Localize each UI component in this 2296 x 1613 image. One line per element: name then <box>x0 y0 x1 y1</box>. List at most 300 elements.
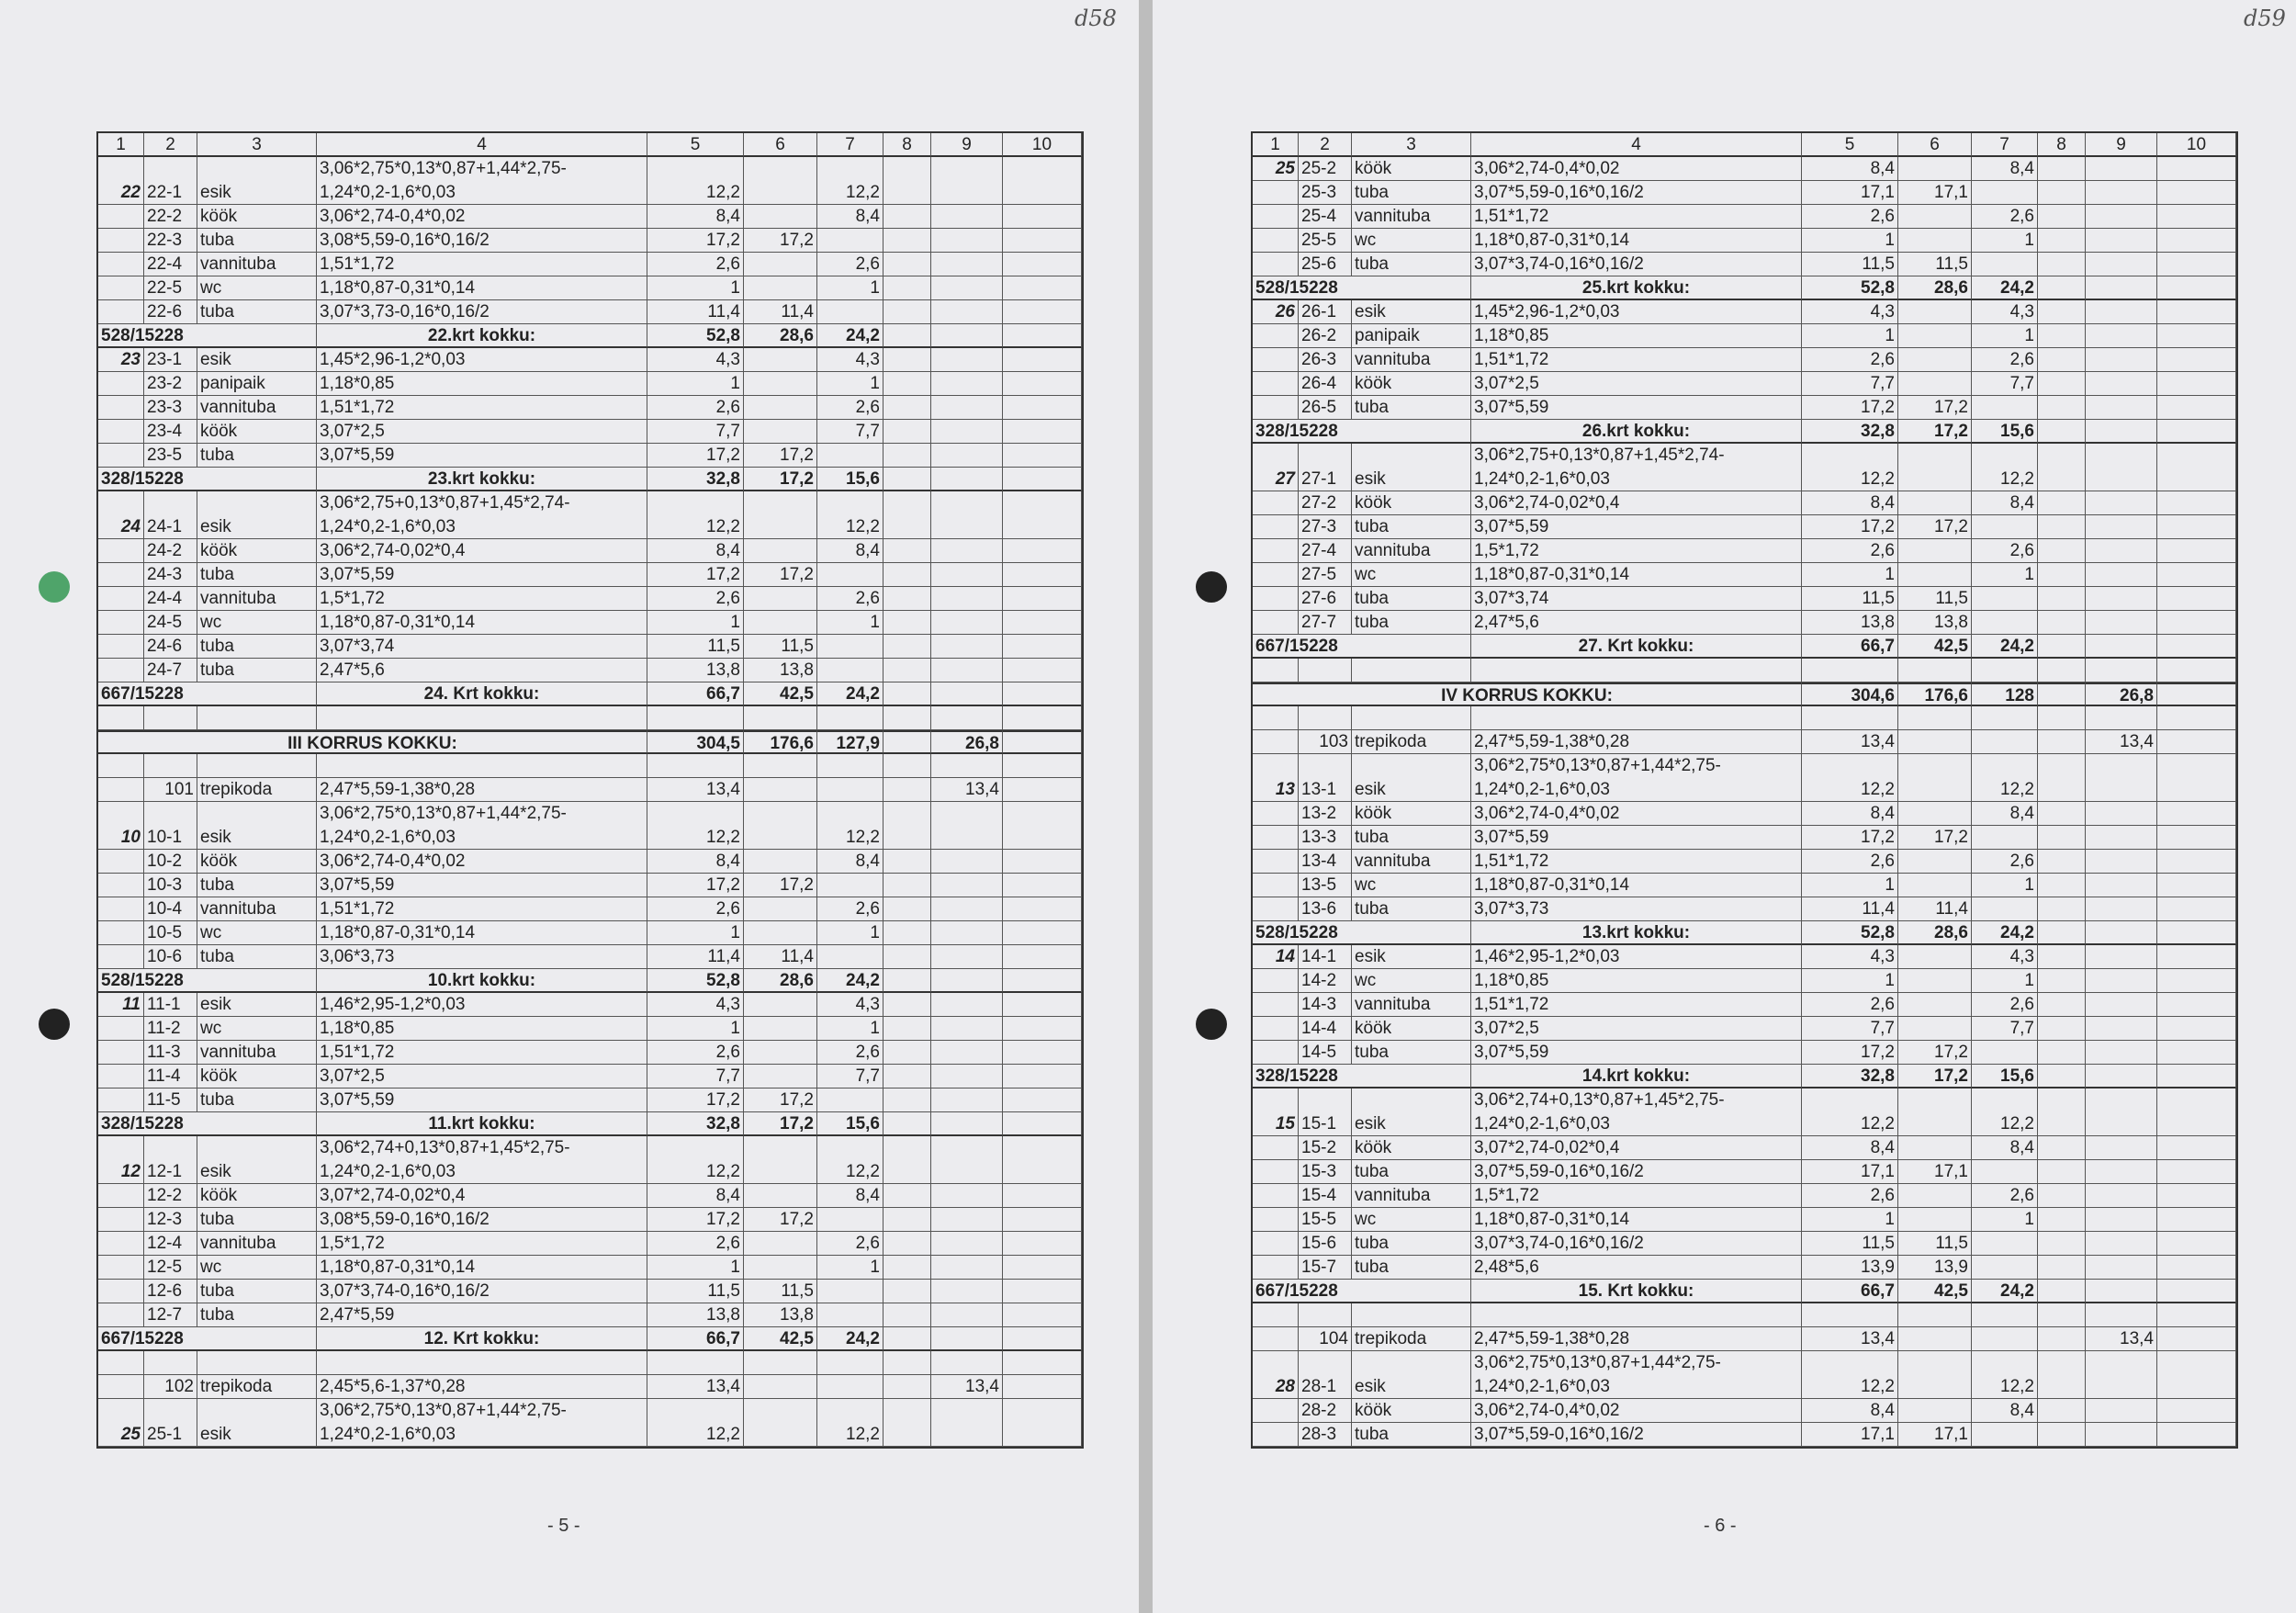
empty-cell <box>2038 993 2086 1017</box>
apartment-number <box>1253 993 1299 1017</box>
apartment-subtotal-row <box>98 682 1082 706</box>
area-formula-cell <box>1471 1232 1802 1256</box>
living-area-cell <box>744 276 817 300</box>
living-area-cell: 17,2 <box>1898 1041 1972 1065</box>
empty-cell <box>1898 1327 1972 1351</box>
total-area-cell: 4,3 <box>1802 300 1898 324</box>
formula-line: 1,51*1,72 <box>320 254 395 274</box>
area-formula-cell <box>317 945 647 969</box>
common-area-cell <box>931 969 1003 993</box>
subtotal-label: 24. Krt kokku: <box>317 682 647 706</box>
subtotal-label: 11.krt kokku: <box>317 1112 647 1136</box>
empty-cell <box>1003 682 1082 706</box>
apartment-number <box>98 1280 144 1303</box>
room-id-cell: 23-5 <box>144 444 197 468</box>
empty-cell <box>1003 205 1082 229</box>
room-id-cell: 22-2 <box>144 205 197 229</box>
living-area-cell: 17,2 <box>744 1088 817 1112</box>
room-row <box>98 1184 1082 1208</box>
common-area-cell <box>931 1208 1003 1232</box>
auxiliary-area-cell: 12,2 <box>1972 444 2038 491</box>
total-area-cell: 1 <box>647 276 744 300</box>
empty-cell <box>884 1184 931 1208</box>
auxiliary-area-cell <box>1972 1256 2038 1280</box>
auxiliary-area-cell <box>1972 515 2038 539</box>
area-formula-cell <box>1471 897 1802 921</box>
room-row <box>98 659 1082 682</box>
room-id-cell: 10-2 <box>144 850 197 874</box>
auxiliary-area-cell <box>1972 1232 2038 1256</box>
area-formula-cell <box>1471 850 1802 874</box>
room-name-cell: vannituba <box>197 396 317 420</box>
common-area-cell <box>931 850 1003 874</box>
empty-cell <box>744 706 817 730</box>
living-area-cell: 176,6 <box>744 730 817 754</box>
living-area-cell <box>1898 993 1972 1017</box>
apartment-number: 25 <box>1253 157 1299 181</box>
empty-cell <box>884 1351 931 1375</box>
formula-line: 1,5*1,72 <box>1474 541 1539 560</box>
column-header: 9 <box>2086 133 2157 157</box>
area-formula-cell <box>1471 611 1802 635</box>
formula-line: 3,07*2,74-0,02*0,4 <box>320 1186 466 1205</box>
formula-line: 3,08*5,59-0,16*0,16/2 <box>320 231 490 250</box>
living-area-cell <box>744 348 817 372</box>
empty-cell <box>1003 754 1082 778</box>
auxiliary-area-cell: 8,4 <box>1972 157 2038 181</box>
total-area-cell: 1 <box>1802 324 1898 348</box>
common-area-cell: 13,4 <box>2086 730 2157 754</box>
room-id-cell: 13-5 <box>1299 874 1352 897</box>
room-id-cell: 23-3 <box>144 396 197 420</box>
room-name-cell: tuba <box>1352 897 1471 921</box>
room-id-cell: 14-4 <box>1299 1017 1352 1041</box>
living-area-cell: 13,8 <box>744 1303 817 1327</box>
apartment-number <box>1253 1136 1299 1160</box>
auxiliary-area-cell: 2,6 <box>817 396 884 420</box>
column-header: 10 <box>2157 133 2236 157</box>
total-area-cell: 52,8 <box>1802 921 1898 945</box>
total-area-cell: 13,4 <box>1802 730 1898 754</box>
common-area-cell <box>2086 515 2157 539</box>
empty-cell <box>1898 730 1972 754</box>
apartment-number <box>1253 1232 1299 1256</box>
total-area-cell: 2,6 <box>1802 539 1898 563</box>
living-area-cell: 17,2 <box>744 874 817 897</box>
formula-line: 1,18*0,85 <box>320 1019 395 1038</box>
area-formula-cell <box>317 276 647 300</box>
living-area-cell <box>744 1184 817 1208</box>
room-name-cell: trepikoda <box>1352 730 1471 754</box>
apartment-number <box>98 945 144 969</box>
empty-cell <box>2157 372 2236 396</box>
apartment-number: 27 <box>1253 444 1299 491</box>
auxiliary-area-cell <box>817 563 884 587</box>
living-area-cell: 17,2 <box>744 444 817 468</box>
empty-cell <box>884 1280 931 1303</box>
formula-line: 1,46*2,95-1,2*0,03 <box>320 995 466 1014</box>
living-area-cell <box>744 253 817 276</box>
formula-line: 3,06*2,75*0,13*0,87+1,44*2,75- <box>320 1401 567 1420</box>
living-area-cell <box>1898 1208 1972 1232</box>
empty-cell <box>884 1256 931 1280</box>
empty-cell <box>2157 229 2236 253</box>
common-area-cell <box>931 539 1003 563</box>
room-id-cell: 12-2 <box>144 1184 197 1208</box>
empty-cell <box>2038 1184 2086 1208</box>
empty-cell <box>2157 1256 2236 1280</box>
empty-cell <box>817 1375 884 1399</box>
apartment-subtotal-row <box>1253 276 2236 300</box>
total-area-cell: 11,4 <box>1802 897 1898 921</box>
area-formula-cell <box>317 1303 647 1327</box>
formula-line: 1,51*1,72 <box>1474 852 1549 871</box>
total-area-cell: 7,7 <box>647 1065 744 1088</box>
room-name-cell: vannituba <box>197 1232 317 1256</box>
room-name-cell: tuba <box>1352 611 1471 635</box>
auxiliary-area-cell <box>817 874 884 897</box>
room-row <box>1253 1256 2236 1280</box>
formula-line: 1,18*0,87-0,31*0,14 <box>320 1258 476 1277</box>
apartment-subtotal-row <box>98 1112 1082 1136</box>
apartment-number: 28 <box>1253 1351 1299 1399</box>
empty-cell <box>1003 1256 1082 1280</box>
empty-cell <box>2157 993 2236 1017</box>
room-name-cell: tuba <box>1352 396 1471 420</box>
apartment-number <box>98 539 144 563</box>
living-area-cell: 17,2 <box>1898 826 1972 850</box>
common-area-cell <box>931 229 1003 253</box>
room-id-cell: 23-1 <box>144 348 197 372</box>
empty-cell <box>1003 444 1082 468</box>
formula-line: 1,46*2,95-1,2*0,03 <box>1474 947 1620 966</box>
living-area-cell: 17,1 <box>1898 1160 1972 1184</box>
apartment-subtotal-row <box>98 1327 1082 1351</box>
living-area-cell: 11,4 <box>1898 897 1972 921</box>
area-formula-cell <box>1471 754 1802 802</box>
column-header: 5 <box>1802 133 1898 157</box>
common-area-cell <box>2086 372 2157 396</box>
room-row <box>1253 874 2236 897</box>
empty-cell <box>884 205 931 229</box>
room-id-cell: 15-7 <box>1299 1256 1352 1280</box>
empty-cell <box>1352 1303 1471 1327</box>
auxiliary-area-cell: 1 <box>1972 1208 2038 1232</box>
empty-cell <box>884 1041 931 1065</box>
empty-cell <box>2038 396 2086 420</box>
folio-number: d58 <box>1075 6 1117 31</box>
room-id-cell: 25-6 <box>1299 253 1352 276</box>
room-id-cell: 27-3 <box>1299 515 1352 539</box>
auxiliary-area-cell: 1 <box>817 276 884 300</box>
total-area-cell: 11,4 <box>647 300 744 324</box>
empty-cell <box>1003 324 1082 348</box>
total-area-cell: 66,7 <box>1802 635 1898 659</box>
common-area-cell <box>2086 229 2157 253</box>
empty-cell <box>1802 1303 1898 1327</box>
common-area-cell <box>2086 157 2157 181</box>
empty-cell <box>2157 1017 2236 1041</box>
room-name-cell: wc <box>1352 1208 1471 1232</box>
room-row <box>1253 993 2236 1017</box>
area-formula-cell <box>1471 1423 1802 1447</box>
auxiliary-area-cell: 2,6 <box>817 253 884 276</box>
common-area-cell: 13,4 <box>2086 1327 2157 1351</box>
formula-line: 1,45*2,96-1,2*0,03 <box>1474 302 1620 321</box>
common-area-cell: 13,4 <box>931 778 1003 802</box>
floor-total-row <box>1253 682 2236 706</box>
empty-cell <box>2157 945 2236 969</box>
total-area-cell: 17,2 <box>647 1088 744 1112</box>
common-area-cell <box>2086 850 2157 874</box>
room-name-cell: vannituba <box>1352 850 1471 874</box>
room-name-cell: wc <box>197 1017 317 1041</box>
auxiliary-area-cell: 2,6 <box>1972 993 2038 1017</box>
total-area-cell: 17,1 <box>1802 1423 1898 1447</box>
room-row <box>1253 444 2236 491</box>
auxiliary-area-cell: 2,6 <box>817 587 884 611</box>
common-area-cell <box>931 921 1003 945</box>
living-area-cell <box>744 611 817 635</box>
room-row <box>98 993 1082 1017</box>
empty-cell <box>2038 1303 2086 1327</box>
empty-cell <box>2157 1351 2236 1399</box>
apartment-number <box>98 1208 144 1232</box>
area-formula-cell <box>317 348 647 372</box>
room-row <box>98 253 1082 276</box>
apartment-number <box>1253 539 1299 563</box>
empty-cell <box>1898 1303 1972 1327</box>
empty-cell <box>1003 420 1082 444</box>
apartment-number: 25 <box>98 1399 144 1447</box>
empty-cell <box>1003 1065 1082 1088</box>
living-area-cell <box>1898 372 1972 396</box>
column-header: 7 <box>817 133 884 157</box>
empty-cell <box>884 874 931 897</box>
room-name-cell: vannituba <box>197 253 317 276</box>
empty-cell <box>1253 706 1299 730</box>
common-area-cell <box>931 659 1003 682</box>
room-row <box>98 539 1082 563</box>
empty-cell <box>197 754 317 778</box>
spacer-row <box>98 1351 1082 1375</box>
apartment-number <box>1253 1017 1299 1041</box>
apartment-number <box>98 1232 144 1256</box>
room-name-cell: tuba <box>197 945 317 969</box>
area-formula-cell <box>317 563 647 587</box>
total-area-cell: 2,6 <box>647 253 744 276</box>
area-formula-cell <box>317 420 647 444</box>
room-id-cell: 10-3 <box>144 874 197 897</box>
area-formula-cell <box>317 635 647 659</box>
empty-cell <box>144 1351 197 1375</box>
total-area-cell: 304,5 <box>647 730 744 754</box>
auxiliary-area-cell: 1 <box>1972 874 2038 897</box>
room-id-cell: 14-3 <box>1299 993 1352 1017</box>
empty-cell <box>2038 563 2086 587</box>
room-row <box>1253 396 2236 420</box>
total-area-cell: 17,2 <box>647 229 744 253</box>
empty-cell <box>2038 1017 2086 1041</box>
empty-cell <box>884 682 931 706</box>
formula-line: 3,07*3,74-0,16*0,16/2 <box>320 1281 490 1301</box>
total-area-cell: 2,6 <box>647 897 744 921</box>
area-formula-cell <box>1471 1136 1802 1160</box>
formula-line: 3,06*2,74-0,4*0,02 <box>1474 804 1620 823</box>
empty-cell <box>884 420 931 444</box>
room-id-cell: 12-4 <box>144 1232 197 1256</box>
living-area-cell: 11,5 <box>1898 587 1972 611</box>
empty-cell <box>1898 659 1972 682</box>
living-area-cell: 17,2 <box>744 1112 817 1136</box>
formula-line: 3,06*2,74-0,02*0,4 <box>1474 493 1620 513</box>
room-row <box>1253 1351 2236 1399</box>
area-formula-cell <box>1471 324 1802 348</box>
auxiliary-area-cell: 2,6 <box>1972 205 2038 229</box>
auxiliary-area-cell: 8,4 <box>817 850 884 874</box>
empty-cell <box>2038 1160 2086 1184</box>
room-row <box>98 897 1082 921</box>
area-formula-cell <box>317 659 647 682</box>
empty-cell <box>2157 491 2236 515</box>
total-area-cell: 11,5 <box>647 1280 744 1303</box>
formula-line: 3,06*2,75*0,13*0,87+1,44*2,75- <box>320 159 567 178</box>
auxiliary-area-cell <box>817 300 884 324</box>
empty-cell <box>2038 181 2086 205</box>
room-id-cell: 27-1 <box>1299 444 1352 491</box>
room-name-cell: köök <box>1352 491 1471 515</box>
living-area-cell: 176,6 <box>1898 682 1972 706</box>
empty-cell <box>1972 706 2038 730</box>
apartment-number <box>98 587 144 611</box>
auxiliary-area-cell: 1 <box>1972 563 2038 587</box>
apartment-number <box>1253 372 1299 396</box>
formula-line: 3,06*2,75*0,13*0,87+1,44*2,75- <box>1474 1353 1721 1372</box>
room-id-cell: 26-1 <box>1299 300 1352 324</box>
empty-cell <box>2157 587 2236 611</box>
room-row <box>1253 229 2236 253</box>
empty-cell <box>1003 635 1082 659</box>
empty-cell <box>884 635 931 659</box>
empty-cell <box>1003 253 1082 276</box>
area-formula-cell <box>317 1280 647 1303</box>
room-id-cell: 22-5 <box>144 276 197 300</box>
right-page <box>1153 0 2296 1613</box>
empty-cell <box>98 706 144 730</box>
area-formula-cell <box>317 802 647 850</box>
empty-cell <box>98 754 144 778</box>
common-area-cell <box>2086 921 2157 945</box>
formula-line: 3,07*3,74-0,16*0,16/2 <box>1474 254 1644 274</box>
share-ref-cell: 328/15228 <box>98 468 317 491</box>
room-id-cell: 24-7 <box>144 659 197 682</box>
common-area-cell <box>2086 348 2157 372</box>
room-id-cell: 14-1 <box>1299 945 1352 969</box>
empty-cell <box>884 1327 931 1351</box>
living-area-cell: 11,5 <box>744 1280 817 1303</box>
room-row <box>98 1280 1082 1303</box>
stairwell-row <box>1253 730 2236 754</box>
column-header: 10 <box>1003 133 1082 157</box>
empty-cell <box>884 1112 931 1136</box>
common-area-cell <box>931 491 1003 539</box>
apartment-subtotal-row <box>1253 921 2236 945</box>
room-id-cell: 13-4 <box>1299 850 1352 874</box>
room-id-cell: 103 <box>1299 730 1352 754</box>
empty-cell <box>2038 802 2086 826</box>
empty-cell <box>931 754 1003 778</box>
common-area-cell <box>2086 1256 2157 1280</box>
area-formula-cell <box>317 1041 647 1065</box>
empty-cell <box>884 611 931 635</box>
room-name-cell: wc <box>197 1256 317 1280</box>
apartment-number <box>1253 1256 1299 1280</box>
room-row <box>98 921 1082 945</box>
room-name-cell: tuba <box>1352 1041 1471 1065</box>
apartment-number <box>1253 611 1299 635</box>
area-formula-cell <box>1471 300 1802 324</box>
total-area-cell: 11,5 <box>647 635 744 659</box>
room-id-cell: 25-1 <box>144 1399 197 1447</box>
empty-cell <box>2038 515 2086 539</box>
subtotal-label: 26.krt kokku: <box>1471 420 1802 444</box>
living-area-cell: 17,1 <box>1898 181 1972 205</box>
empty-cell <box>1471 1303 1802 1327</box>
living-area-cell <box>744 850 817 874</box>
common-area-cell <box>2086 563 2157 587</box>
total-area-cell: 1 <box>647 611 744 635</box>
empty-cell <box>2038 897 2086 921</box>
common-area-cell <box>2086 444 2157 491</box>
empty-cell <box>884 348 931 372</box>
room-id-cell: 12-6 <box>144 1280 197 1303</box>
common-area-cell <box>2086 993 2157 1017</box>
total-area-cell: 12,2 <box>647 157 744 205</box>
total-area-cell: 11,4 <box>647 945 744 969</box>
empty-cell <box>2038 730 2086 754</box>
room-name-cell: trepikoda <box>197 778 317 802</box>
total-area-cell: 7,7 <box>647 420 744 444</box>
total-area-cell: 32,8 <box>647 1112 744 1136</box>
auxiliary-area-cell: 8,4 <box>1972 1136 2038 1160</box>
common-area-cell <box>931 682 1003 706</box>
auxiliary-area-cell: 7,7 <box>1972 1017 2038 1041</box>
living-area-cell: 17,2 <box>1898 1065 1972 1088</box>
auxiliary-area-cell: 12,2 <box>817 1399 884 1447</box>
common-area-cell <box>931 1184 1003 1208</box>
living-area-cell <box>744 993 817 1017</box>
empty-cell <box>317 1351 647 1375</box>
empty-cell <box>2038 1280 2086 1303</box>
common-area-cell <box>2086 1088 2157 1136</box>
living-area-cell: 11,5 <box>1898 1232 1972 1256</box>
common-area-cell <box>2086 1184 2157 1208</box>
total-area-cell: 12,2 <box>647 1399 744 1447</box>
common-area-cell <box>2086 181 2157 205</box>
area-formula-cell <box>1471 802 1802 826</box>
total-area-cell: 11,5 <box>1802 253 1898 276</box>
common-area-cell <box>2086 300 2157 324</box>
empty-cell <box>1972 1327 2038 1351</box>
total-area-cell: 13,4 <box>647 1375 744 1399</box>
empty-cell <box>1003 921 1082 945</box>
formula-line: 1,24*0,2-1,6*0,03 <box>320 1162 456 1181</box>
empty-cell <box>884 539 931 563</box>
empty-cell <box>2038 1256 2086 1280</box>
common-area-cell <box>931 993 1003 1017</box>
empty-cell <box>1003 993 1082 1017</box>
column-header: 8 <box>2038 133 2086 157</box>
